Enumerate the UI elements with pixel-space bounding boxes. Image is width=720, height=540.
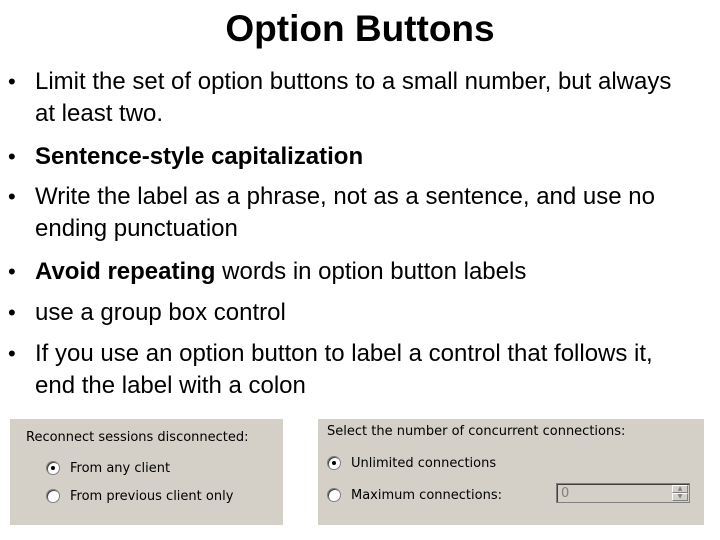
maximum-connections-option[interactable] <box>327 487 502 503</box>
bullet-dot-icon: • <box>8 300 16 325</box>
radio-checked-icon[interactable] <box>327 456 341 470</box>
from-any-client-option[interactable] <box>46 460 170 476</box>
bullet-item <box>8 256 688 288</box>
option-label: Unlimited connections <box>351 455 497 471</box>
bullet-dot-icon: • <box>8 184 16 209</box>
bullet-text: use a group box control <box>35 299 286 326</box>
bullet-text: Write the label as a phrase, not as a sentence, and use no ending punctuation <box>35 183 655 242</box>
radio-unchecked-icon[interactable] <box>327 488 341 502</box>
radio-unchecked-icon[interactable] <box>46 489 60 503</box>
bullet-item <box>8 338 688 402</box>
maximum-connections-spinbox <box>556 483 690 503</box>
bullet-dot-icon: • <box>8 259 16 284</box>
option-label: From previous client only <box>70 488 234 504</box>
spinbox-value: 0 <box>561 486 570 501</box>
radio-checked-icon[interactable] <box>46 461 60 475</box>
bullet-text: words in option button labels <box>215 258 527 285</box>
bullet-item <box>8 297 688 329</box>
option-label: From any client <box>70 460 171 476</box>
bullet-item <box>8 66 688 130</box>
bullet-item <box>8 141 688 173</box>
concurrent-connections-caption: Select the number of concurrent connections: <box>327 424 626 439</box>
bullet-dot-icon: • <box>8 341 16 366</box>
from-previous-client-option[interactable] <box>46 488 233 504</box>
reconnect-sessions-panel <box>10 419 283 525</box>
bullet-text-bold: Avoid repeating <box>35 258 216 285</box>
bullet-text: If you use an option button to label a control that follows it, end the label with a colon <box>35 340 653 399</box>
unlimited-connections-option[interactable] <box>327 455 496 471</box>
spinbox-buttons <box>672 485 688 501</box>
concurrent-connections-panel <box>318 419 704 525</box>
slide-title: Option Buttons <box>225 8 495 49</box>
spin-down-arrow-icon: ▼ <box>672 493 688 501</box>
option-label: Maximum connections: <box>351 487 502 503</box>
bullet-text: Limit the set of option buttons to a small number, but always at least two. <box>35 68 672 127</box>
reconnect-sessions-caption: Reconnect sessions disconnected: <box>26 430 249 445</box>
bullet-dot-icon: • <box>8 144 16 169</box>
spin-up-arrow-icon: ▲ <box>672 485 688 493</box>
bullet-dot-icon: • <box>8 69 16 94</box>
bullet-text-bold: Sentence-style capitalization <box>35 143 364 170</box>
bullet-item <box>8 181 688 245</box>
